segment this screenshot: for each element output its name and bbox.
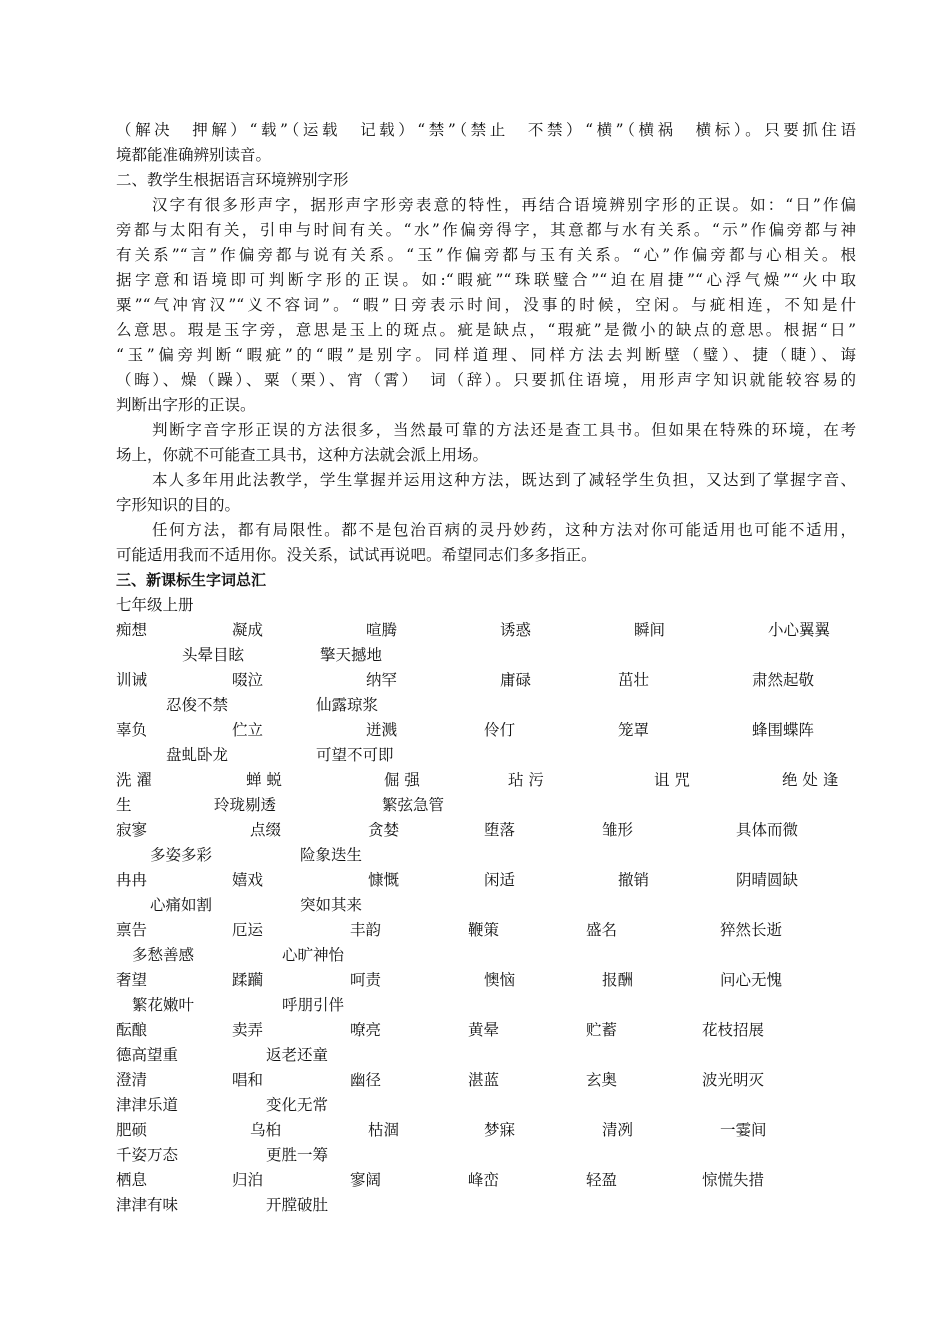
vocab-word: 玲珑剔透 (214, 796, 277, 814)
vocab-word: 凝成 (232, 621, 264, 639)
vocab-word: 返老还童 (266, 1046, 329, 1064)
vocab-word: 绝 处 逢 (782, 771, 839, 789)
vocab-row (116, 1118, 856, 1143)
vocab-word: 堕落 (484, 821, 516, 839)
vocab-word: 峰峦 (468, 1171, 500, 1189)
text-line: 么意思。瑕是玉字旁，意思是玉上的斑点。疵是缺点，“瑕疵”是微小的缺点的意思。根据“日” (116, 321, 856, 339)
vocab-word: 玷 污 (508, 771, 544, 789)
vocab-word: 迸溅 (366, 721, 398, 739)
vocab-word: 辜负 (116, 721, 148, 739)
vocab-word: 伫立 (232, 721, 264, 739)
vocab-word: 玄奥 (586, 1071, 618, 1089)
vocab-row (116, 1193, 856, 1218)
vocab-word: 问心无愧 (720, 971, 783, 989)
vocab-word: 洗 濯 (116, 771, 152, 789)
vocab-word: 津津有味 (116, 1196, 179, 1214)
vocab-word: 嬉戏 (232, 871, 264, 889)
vocab-word: 蹂躏 (232, 971, 264, 989)
vocab-word: 繁弦急管 (382, 796, 445, 814)
vocab-word: 津津乐道 (116, 1096, 179, 1114)
vocab-word: 倔 强 (384, 771, 420, 789)
vocab-word: 湛蓝 (468, 1071, 500, 1089)
vocab-row (116, 1018, 856, 1043)
vocab-word: 禀告 (116, 921, 148, 939)
vocab-word: 险象迭生 (300, 846, 363, 864)
vocab-word: 贮蓄 (586, 1021, 618, 1039)
text-line: （晦）、燥（躁）、粟（栗）、宵（霄） 词（辞）。只要抓住语境，用形声字知识就能较容易的 (116, 371, 856, 389)
vocab-word: 千姿万态 (116, 1146, 179, 1164)
vocab-word: 惊慌失措 (702, 1171, 765, 1189)
vocab-word: 撤销 (618, 871, 650, 889)
vocab-word: 开膛破肚 (266, 1196, 329, 1214)
vocab-word: 寥阔 (350, 1171, 382, 1189)
vocab-word: 诅 咒 (654, 771, 690, 789)
vocab-row (116, 1168, 856, 1193)
vocab-list (116, 618, 856, 1218)
vocab-row (116, 668, 856, 693)
vocab-row (116, 868, 856, 893)
vocab-word: 幽径 (350, 1071, 382, 1089)
document-page (116, 118, 856, 1218)
vocab-word: 呼朋引伴 (282, 996, 345, 1014)
vocab-word: 心旷神怡 (282, 946, 345, 964)
vocab-word: 更胜一筹 (266, 1146, 329, 1164)
vocab-row (116, 1093, 856, 1118)
text-line: 本人多年用此法教学，学生掌握并运用这种方法，既达到了减轻学生负担，又达到了掌握字音、 (152, 471, 856, 489)
vocab-word: 盛名 (586, 921, 618, 939)
vocab-word: 阴晴圆缺 (736, 871, 799, 889)
vocab-row (116, 918, 856, 943)
vocab-word: 卖弄 (232, 1021, 264, 1039)
text-line: 境都能准确辨别读音。 (116, 146, 272, 164)
vocab-word: 黄晕 (468, 1021, 500, 1039)
vocab-word: 生 (116, 796, 132, 814)
vocab-word: 酝酿 (116, 1021, 148, 1039)
vocab-word: 呵责 (350, 971, 382, 989)
vocab-word: 厄运 (232, 921, 264, 939)
text-line: 场上，你就不可能查工具书，这种方法就会派上用场。 (116, 446, 489, 464)
vocab-word: 贪婪 (368, 821, 400, 839)
vocab-word: 擎天撼地 (320, 646, 383, 664)
vocab-word: 啜泣 (232, 671, 264, 689)
vocab-word: 猝然长逝 (720, 921, 783, 939)
vocab-row (116, 943, 856, 968)
vocab-word: 头晕目眩 (182, 646, 245, 664)
vocab-word: 德高望重 (116, 1046, 179, 1064)
vocab-row (116, 968, 856, 993)
text-line: 据字意和语境即可判断字形的正误。如:“暇疵”“珠联璧合”“迫在眉捷”“心浮气燥”“火中取 (116, 271, 856, 289)
vocab-word: 慷慨 (368, 871, 400, 889)
text-line: 判断字音字形正误的方法很多，当然最可靠的方法还是查工具书。但如果在特殊的环境，在考 (152, 421, 856, 439)
vocab-word: 栖息 (116, 1171, 148, 1189)
vocab-word: 盘虬卧龙 (166, 746, 229, 764)
vocab-row (116, 1043, 856, 1068)
vocab-word: 归泊 (232, 1171, 264, 1189)
vocab-word: 梦寐 (484, 1121, 516, 1139)
section-heading: 二、教学生根据语言环境辨别字形 (116, 171, 349, 189)
vocab-row (116, 693, 856, 718)
vocab-word: 忍俊不禁 (166, 696, 229, 714)
text-line: 旁都与太阳有关，引申与时间有关。“水”作偏旁得字，其意都与水有关系。“示”作偏旁都与神 (116, 221, 856, 239)
vocab-word: 心痛如割 (150, 896, 213, 914)
vocab-row (116, 843, 856, 868)
vocab-word: 多姿多彩 (150, 846, 213, 864)
vocab-row (116, 643, 856, 668)
text-line: 可能适用我而不适用你。没关系，试试再说吧。希望同志们多多指正。 (116, 546, 597, 564)
vocab-word: 诱惑 (500, 621, 532, 639)
vocab-word: 多愁善感 (132, 946, 195, 964)
vocab-word: 鞭策 (468, 921, 500, 939)
vocab-word: 喧腾 (366, 621, 398, 639)
text-line: 判断出字形的正误。 (116, 396, 256, 414)
vocab-word: 繁花嫩叶 (132, 996, 195, 1014)
vocab-word: 懊恼 (484, 971, 516, 989)
vocab-word: 仙露琼浆 (316, 696, 379, 714)
text-line: （解决 押解）“载”（运载 记载）“禁”（禁止 不禁）“横”（横祸 横标）。只要抓住语 (116, 121, 856, 139)
vocab-word: 具体而微 (736, 821, 799, 839)
vocab-word: 笼罩 (618, 721, 650, 739)
vocab-word: 伶仃 (484, 721, 516, 739)
vocab-word: 嘹亮 (350, 1021, 382, 1039)
vocab-row (116, 818, 856, 843)
vocab-row (116, 618, 856, 643)
vocab-row (116, 993, 856, 1018)
vocab-word: 冉冉 (116, 871, 148, 889)
vocab-word: 蜂围蝶阵 (752, 721, 815, 739)
vocab-word: 雏形 (602, 821, 634, 839)
vocab-word: 肥硕 (116, 1121, 148, 1139)
vocab-word: 乌桕 (250, 1121, 282, 1139)
vocab-word: 突如其来 (300, 896, 363, 914)
vocab-word: 波光明灭 (702, 1071, 765, 1089)
vocab-row (116, 1143, 856, 1168)
subheading: 七年级上册 (116, 596, 194, 614)
vocab-word: 点缀 (250, 821, 282, 839)
vocab-word: 澄清 (116, 1071, 148, 1089)
vocab-row (116, 768, 856, 793)
vocab-row (116, 893, 856, 918)
vocab-word: 花枝招展 (702, 1021, 765, 1039)
vocab-word: 清冽 (602, 1121, 634, 1139)
vocab-word: 报酬 (602, 971, 634, 989)
vocab-word: 小心翼翼 (768, 621, 831, 639)
text-line: 有关系”“言”作偏旁都与说有关系。“玉”作偏旁都与玉有关系。“心”作偏旁都与心相关。根 (116, 246, 856, 264)
text-line: 任何方法，都有局限性。都不是包治百病的灵丹妙药，这种方法对你可能适用也可能不适用， (152, 521, 856, 539)
vocab-row (116, 1068, 856, 1093)
vocab-word: 肃然起敬 (752, 671, 815, 689)
vocab-word: 唱和 (232, 1071, 264, 1089)
vocab-row (116, 718, 856, 743)
vocab-word: 变化无常 (266, 1096, 329, 1114)
vocab-word: 枯涸 (368, 1121, 400, 1139)
vocab-word: 茁壮 (618, 671, 650, 689)
vocab-word: 瞬间 (634, 621, 666, 639)
vocab-word: 轻盈 (586, 1171, 618, 1189)
vocab-word: 蝉 蜕 (246, 771, 282, 789)
vocab-row (116, 743, 856, 768)
vocab-word: 一霎间 (720, 1121, 767, 1139)
vocab-word: 纳罕 (366, 671, 398, 689)
vocab-word: 闲适 (484, 871, 516, 889)
text-line: “玉”偏旁判断“暇疵”的“暇”是别字。同样道理、同样方法去判断壁（璧）、捷（睫）、诲 (116, 346, 856, 364)
section-heading: 三、新课标生字词总汇 (116, 571, 267, 589)
vocab-word: 可望不可即 (316, 746, 394, 764)
text-line: 汉字有很多形声字，据形声字形旁表意的特性，再结合语境辨别字形的正误。如：“日”作偏 (152, 196, 856, 214)
vocab-word: 奢望 (116, 971, 148, 989)
vocab-row (116, 793, 856, 818)
vocab-word: 庸碌 (500, 671, 532, 689)
text-line: 字形知识的目的。 (116, 496, 241, 514)
vocab-word: 寂寥 (116, 821, 148, 839)
vocab-word: 痴想 (116, 621, 148, 639)
text-line: 粟”“气冲宵汉”“义不容词”。“暇”日旁表示时间，没事的时候，空闲。与疵相连，不知是什 (116, 296, 856, 314)
vocab-word: 训诫 (116, 671, 148, 689)
vocab-word: 丰韵 (350, 921, 382, 939)
